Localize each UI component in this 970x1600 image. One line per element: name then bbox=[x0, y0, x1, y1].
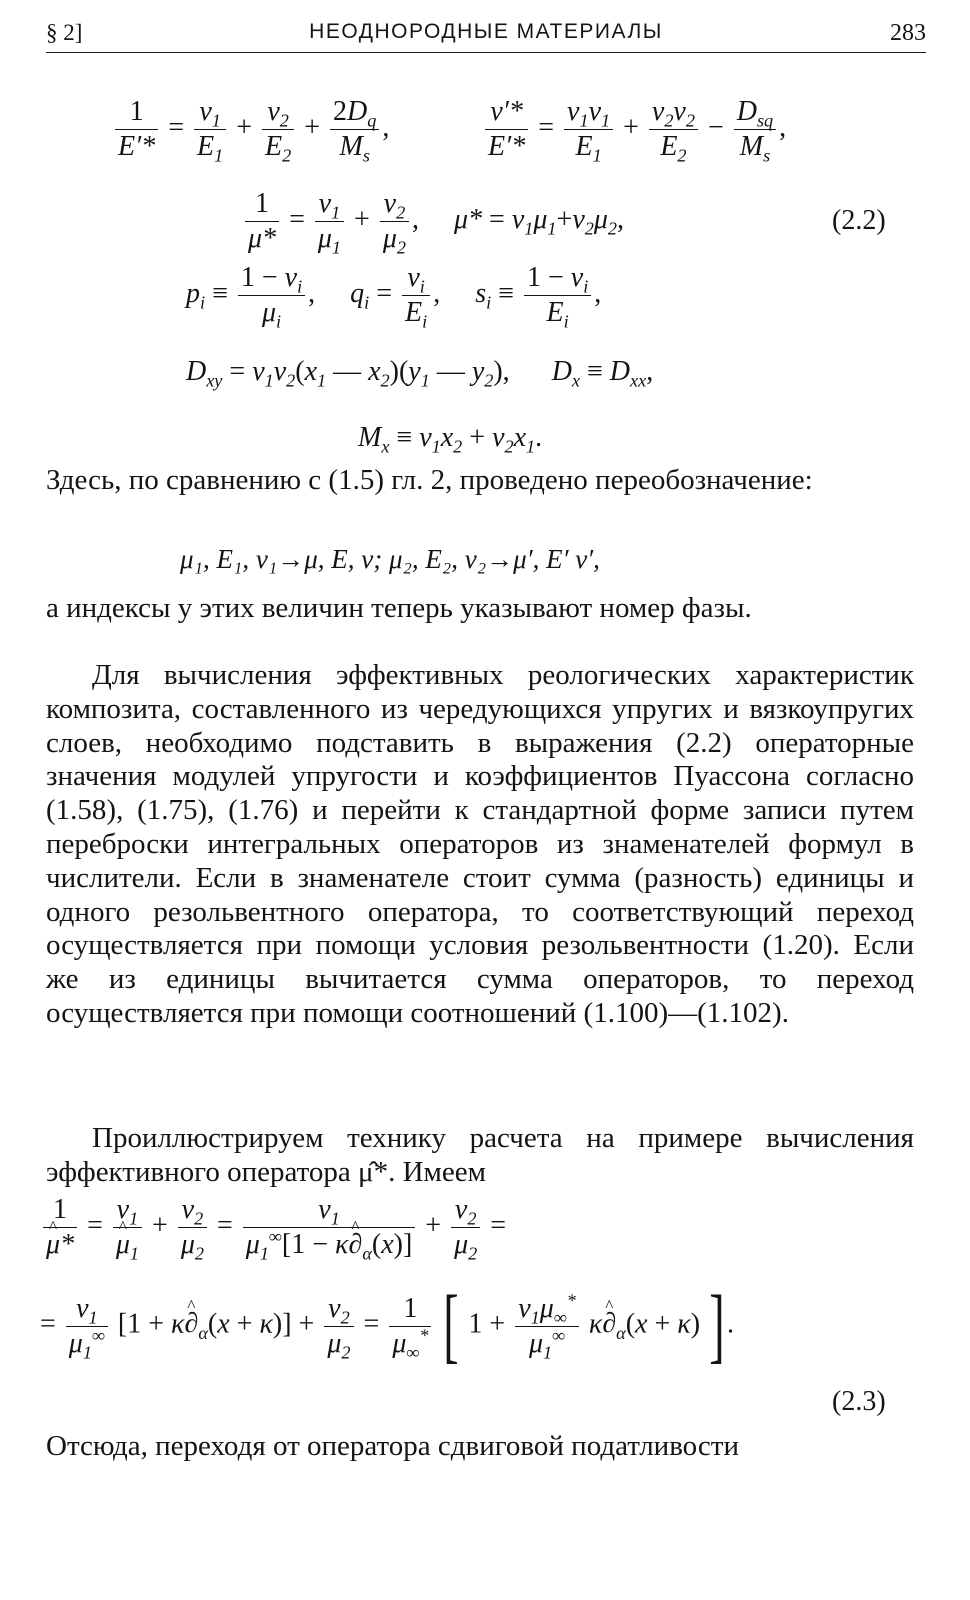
paragraph-illustration: Проиллюстрируем технику расчета на примере вычисления эффективного оператора μ̂*. Имеем bbox=[46, 1122, 914, 1188]
paragraph-hence: Отсюда, переходя от оператора сдвиговой податливости bbox=[46, 1430, 739, 1462]
paragraph-renotation: Здесь, по сравнению с (1.5) гл. 2, проведено переобозначение: bbox=[46, 464, 813, 496]
header-rule bbox=[46, 52, 926, 53]
equation-notation: μ₁, E₁, ν₁→μ, E, ν; μ₂, E₂, ν₂→μ′, E′ ν′, bbox=[180, 544, 600, 574]
equation-mu-hat-derivation-line1: 1 ^ μ* = $v_1$ ^ $\mu_1$ + $\frac{v_2}{\mu_2}$ = $\frac{v_1}{\mu_1^\infty[1 - \kappa\^{} \partial_\alpha(x)]}$ + $\frac{v_2}{\mu_2}$ = bbox=[40, 1196, 506, 1259]
equation-Dxy: $D_{xy} = v_1v_2(x_1$ — $x_2)(y_1$ — $y_2$), $D_x \equiv D_{xx}$, bbox=[186, 356, 654, 391]
paragraph-indices: а индексы у этих величин теперь указывают номер фазы. bbox=[46, 592, 752, 624]
paragraph-method: Для вычисления эффективных реологических характеристик композита, составленного из чередующихся упругих и вязкоупругих слоев, необходимо подставить в выражения (2.2) операторные значения модулей упругости и коэффициентов Пуассона согласно (1.58), (1.75), (1.76) и перейти к стандартной форме записи путем переброски интегральных операторов из знаменателей формул в числители. Если в знаменателе стоит сумма (разность) единицы и одного резольвентного оператора, то соответствующий переход осуществляется при помощи условия резольвентности (1.20). Если же из единицы вычитается сумма операторов, то переход осуществляется при помощи соотношений (1.100)—(1.102). bbox=[46, 659, 914, 1029]
page-number: 283 bbox=[890, 20, 926, 46]
chapter-title: НЕОДНОРОДНЫЕ МАТЕРИАЛЫ bbox=[309, 20, 663, 43]
equation-p-q-s: $p_i$ ≡ $\frac{1 - \nu_i}{\mu_i}$ , $q_i$ = $\frac{\nu_i}{E_i}$ , $s_i$ ≡ $\frac{1 - \nu_i}{E_i}$ , bbox=[186, 262, 602, 332]
section-marker: § 2] bbox=[46, 20, 83, 45]
running-header bbox=[46, 14, 926, 50]
equation-number-2-3: (2.3) bbox=[832, 1386, 886, 1417]
equation-E-prime-star: $\frac{1}{E'*}$ = $\frac{v_1}{E_1}$ + $\frac{v_2}{E_2}$ + $\frac{2D_q}{M_s}$ , bbox=[112, 98, 389, 161]
equation-mu-hat-derivation-line2: = $\frac{v_1}{\mu_1^\infty}$ [1 + κ^ $\partial_\alpha(x + \kappa)$] + $\frac{v_2}{\mu_2}$ = $\frac{1}{\mu_\infty^*}$ [ 1 + $\frac{v_1\mu_\infty^*}{\mu_1^\infty}$ κ^ $\partial_\alpha(x + \kappa)$ ]. bbox=[40, 1284, 734, 1368]
equation-nu-prime-star: $\frac{\nu'*}{E'*}$ = $\frac{v_1\nu_1}{E_1}$ + $\frac{v_2\nu_2}{E_2}$ − $\frac{D_{sq}}{M_s}$ , bbox=[482, 98, 786, 161]
equation-mu-star: $\frac{1}{\mu*}$ = $\frac{v_1}{\mu_1}$ + $\frac{v_2}{\mu_2}$ , $\mu* = v_1\mu_1+v_2\mu_2$, bbox=[242, 190, 624, 253]
equation-number-2-2: (2.2) bbox=[832, 205, 886, 236]
equation-Mx: $M_x \equiv v_1x_2 + v_2x_1$. bbox=[358, 422, 543, 457]
